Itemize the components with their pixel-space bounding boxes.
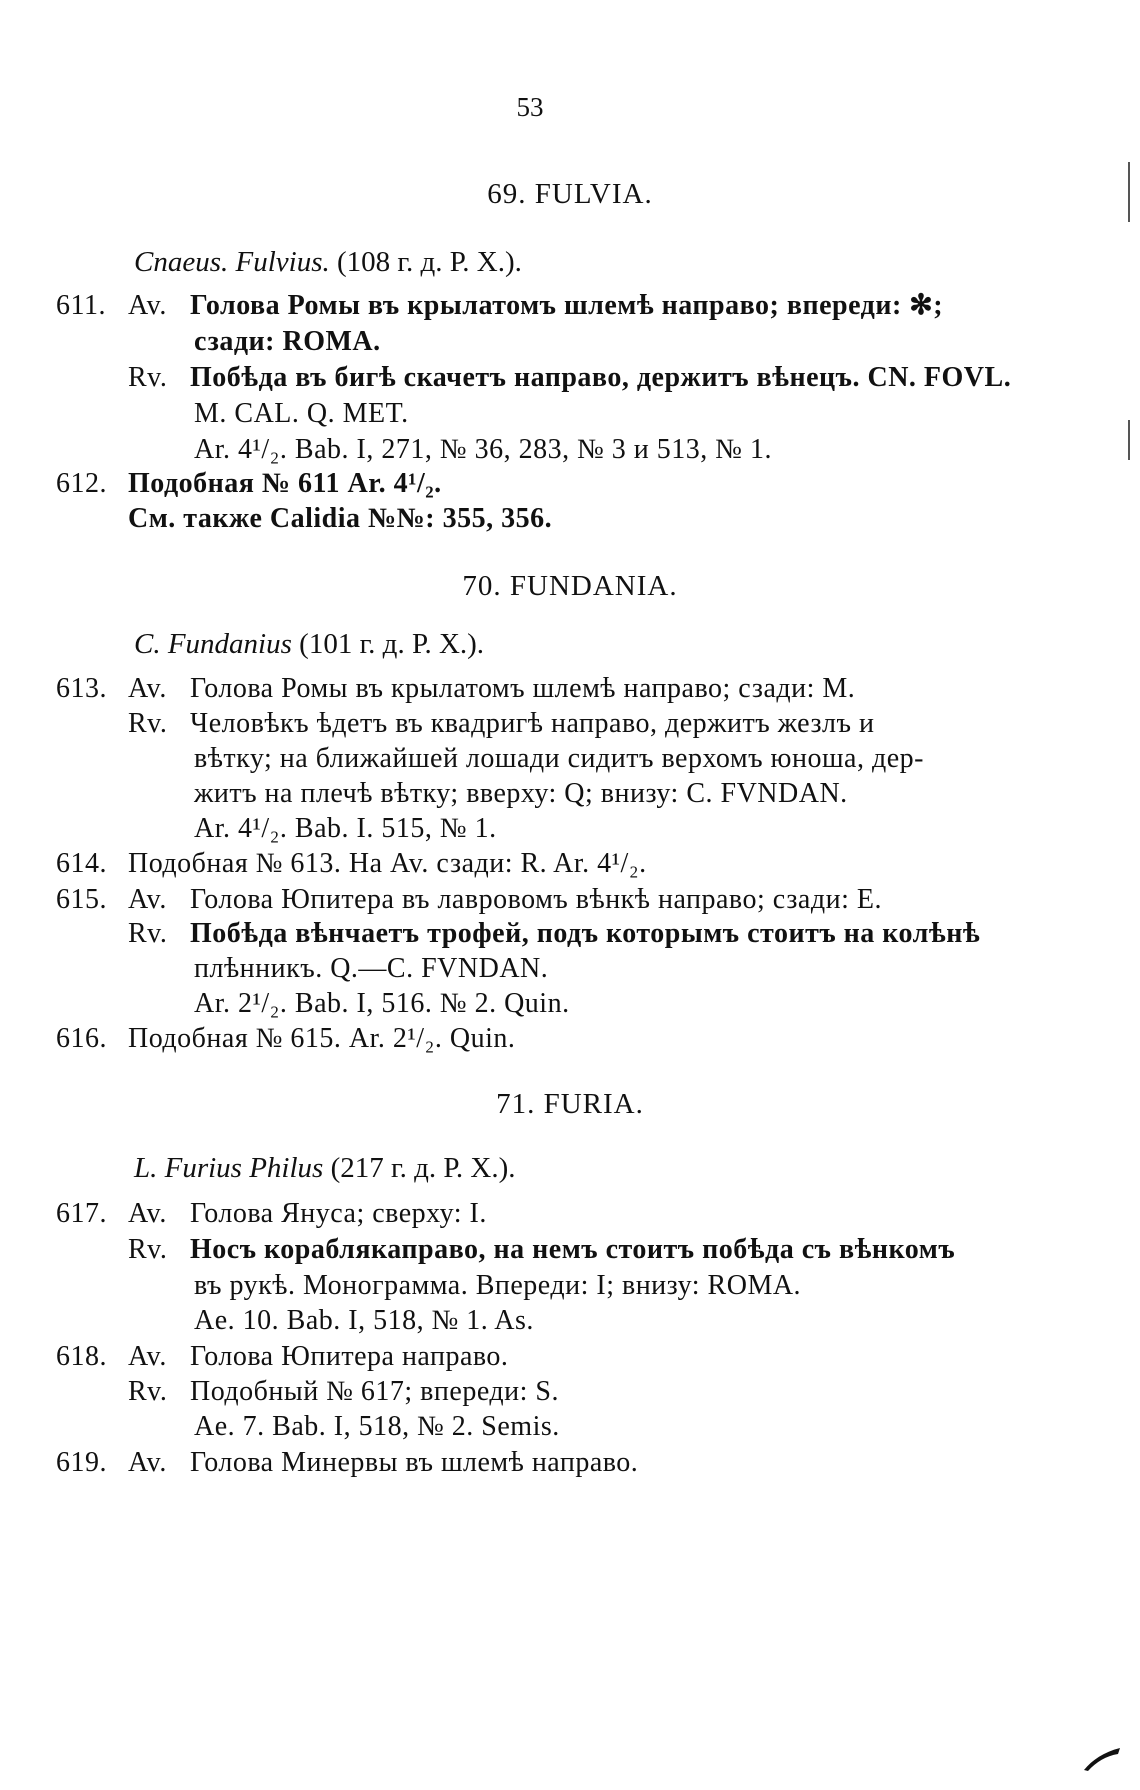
entry-label: Av. <box>128 290 167 321</box>
entry-line <box>194 398 409 430</box>
entry-label: Av. <box>128 673 167 704</box>
entry-text: Ar. 4¹/₂. Bab. I. 515, № 1. <box>194 813 497 844</box>
entry-number: 615. <box>56 884 107 915</box>
entry-text: въ рукѣ. Монограмма. Впереди: I; внизу: ROMA. <box>194 1270 802 1301</box>
entry-text: Подобная № 613. На Av. сзади: R. Ar. 4¹/₂. <box>128 848 647 879</box>
entry-line <box>194 988 570 1020</box>
entry-label: Av. <box>128 1198 167 1229</box>
entry-line <box>194 1305 534 1337</box>
moneyer-line <box>134 246 522 279</box>
entry-number: 613. <box>56 673 107 704</box>
moneyer-date: (101 г. д. Р. Х.). <box>299 628 485 660</box>
entry-line <box>128 708 874 740</box>
entry-line <box>56 1447 638 1479</box>
corner-mark-shape <box>1084 1748 1120 1771</box>
entry-number: 614. <box>56 848 107 879</box>
entry-line <box>128 918 980 950</box>
entry-text: Голова Минервы въ шлемѣ направо. <box>190 1447 639 1478</box>
entry-number: 612. <box>56 468 107 499</box>
scan-edge-mark <box>1128 420 1130 460</box>
entry-text: житъ на плечѣ вѣтку; вверху: Q; внизу: C. FVNDAN. <box>194 778 848 809</box>
entry-line <box>128 503 552 535</box>
entry-number: 616. <box>56 1023 107 1054</box>
entry-label: Av. <box>128 1341 167 1372</box>
entry-number: 618. <box>56 1341 107 1372</box>
entry-label: Av. <box>128 1447 167 1478</box>
entry-text: Носъ кораблякаправо, на немъ стоитъ побѣда съ вѣнкомъ <box>190 1234 956 1265</box>
moneyer-name: C. Fundanius <box>134 628 292 660</box>
entry-text: Ae. 10. Bab. I, 518, № 1. As. <box>194 1305 534 1336</box>
entry-label: Rv. <box>128 708 168 739</box>
entry-line <box>56 1023 515 1055</box>
entry-text: Голова Юпитера въ лавровомъ вѣнкѣ направо; сзади: E. <box>190 884 882 915</box>
entry-line <box>128 362 1011 394</box>
entry-line <box>128 1376 559 1408</box>
entry-text: плѣнникъ. Q.—C. FVNDAN. <box>194 953 549 984</box>
entry-text: Побѣда вѣнчаетъ трофей, подъ которымъ стоитъ на колѣнѣ <box>190 918 981 949</box>
entry-text: Человѣкъ ѣдетъ въ квадригѣ направо, держитъ жезлъ и <box>190 708 875 739</box>
entry-line <box>56 1198 487 1230</box>
entry-label: Rv. <box>128 918 168 949</box>
entry-text: Подобный № 617; впереди: S. <box>190 1376 559 1407</box>
entry-text: Подобная № 611 Ar. 4¹/₂. <box>128 468 442 499</box>
entry-text: Голова Юпитера направо. <box>190 1341 509 1372</box>
entry-line <box>56 884 882 916</box>
entry-text: См. также Calidia №№: 355, 356. <box>128 503 553 534</box>
entry-line <box>194 953 548 985</box>
entry-line <box>194 778 848 810</box>
entry-text: Голова Ромы въ крылатомъ шлемѣ направо; сзади: M. <box>190 673 856 704</box>
entry-text: M. CAL. Q. MET. <box>194 398 409 429</box>
entry-line <box>128 1234 955 1266</box>
entry-line <box>194 813 497 845</box>
entry-number: 619. <box>56 1447 107 1478</box>
entry-text: Голова Ромы въ крылатомъ шлемѣ направо; впереди: ✻; <box>190 290 944 321</box>
entry-text: Ar. 2¹/₂. Bab. I, 516. № 2. Quin. <box>194 988 570 1019</box>
entry-number: 611. <box>56 290 106 321</box>
entry-line <box>56 673 855 705</box>
entry-text: Подобная № 615. Ar. 2¹/₂. Quin. <box>128 1023 516 1054</box>
section-heading-fulvia: 69. FULVIA. <box>487 178 653 210</box>
entry-line <box>194 1270 801 1302</box>
entry-label: Rv. <box>128 1234 168 1265</box>
page-corner-mark <box>1082 1746 1122 1772</box>
entry-label: Rv. <box>128 362 168 393</box>
moneyer-date: (108 г. д. Р. Х.). <box>337 246 522 278</box>
moneyer-date: (217 г. д. Р. Х.). <box>330 1152 516 1184</box>
moneyer-name: L. Furius Philus <box>134 1152 324 1184</box>
entry-text: Ar. 4¹/₂. Bab. I, 271, № 36, 283, № 3 и 513, № 1. <box>194 434 772 465</box>
entry-line <box>56 1341 508 1373</box>
moneyer-line <box>134 1152 515 1185</box>
entry-text: Ae. 7. Bab. I, 518, № 2. Semis. <box>194 1411 560 1442</box>
entry-line <box>56 848 647 880</box>
entry-text: вѣтку; на ближайшей лошади сидитъ верхомъ юноша, дер- <box>194 743 924 774</box>
entry-text: сзади: ROMA. <box>194 326 381 357</box>
entry-label: Rv. <box>128 1376 168 1407</box>
entry-number: 617. <box>56 1198 107 1229</box>
entry-line <box>194 1411 560 1443</box>
moneyer-line <box>134 628 484 661</box>
entry-text: Побѣда въ бигѣ скачетъ направо, держитъ вѣнецъ. CN. FOVL. <box>190 362 1012 393</box>
scan-edge-mark <box>1128 162 1130 222</box>
entry-line <box>56 288 943 322</box>
entry-line <box>56 468 442 500</box>
entry-line <box>194 434 772 466</box>
entry-line <box>194 326 381 358</box>
section-heading-fundania: 70. FUNDANIA. <box>462 570 678 602</box>
section-heading-furia: 71. FURIA. <box>496 1088 644 1120</box>
entry-label: Av. <box>128 884 167 915</box>
moneyer-name: Cnaeus. Fulvius. <box>134 246 330 278</box>
entry-text: Голова Януса; сверху: I. <box>190 1198 487 1229</box>
page-number: 53 <box>516 92 544 122</box>
entry-line <box>194 743 924 775</box>
